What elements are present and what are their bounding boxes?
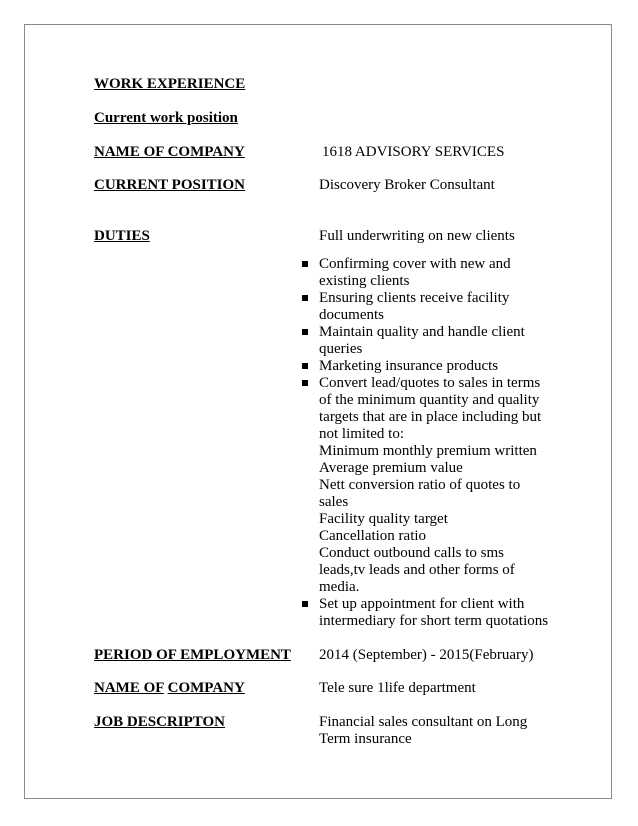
previous-company-label bbox=[94, 680, 245, 697]
job-description-label: JOB DESCRIPTON bbox=[94, 714, 226, 730]
duty-item bbox=[300, 290, 560, 324]
job-description-line2: Term insurance bbox=[319, 731, 412, 747]
duty-text: Marketing insurance products bbox=[319, 358, 499, 374]
bullet-square-icon bbox=[302, 363, 308, 369]
bullet-square-icon bbox=[302, 601, 308, 607]
period-label: PERIOD OF EMPLOYMENT bbox=[94, 647, 291, 663]
duty-text: Maintain quality and handle client queries bbox=[319, 324, 525, 357]
period-value: 2014 (September) - 2015(February) bbox=[319, 647, 534, 663]
company-label: NAME OF COMPANY bbox=[94, 144, 245, 160]
duty-text: Convert lead/quotes to sales in terms of the minimum quantity and quality targets that are in place including but not limited to: Minimum monthly premium written Average premium value Nett conversion ratio of quotes to sales Facility quality target Cancellation ratio Conduct outbound calls to sms leads,tv leads and other forms of media. bbox=[319, 375, 542, 595]
position-value: Discovery Broker Consultant bbox=[319, 177, 495, 193]
previous-company-label-part2: COMPANY bbox=[167, 680, 245, 696]
bullet-square-icon bbox=[302, 380, 308, 386]
duty-item bbox=[300, 375, 560, 596]
duty-item bbox=[300, 596, 560, 630]
position-label: CURRENT POSITION bbox=[94, 177, 246, 193]
duty-text: Set up appointment for client with intermediary for short term quotations bbox=[319, 596, 549, 629]
duty-item bbox=[300, 358, 560, 375]
duties-label: DUTIES bbox=[94, 228, 150, 244]
bullet-square-icon bbox=[302, 261, 308, 267]
previous-company-label-part1: NAME OF bbox=[94, 680, 164, 696]
bullet-square-icon bbox=[302, 329, 308, 335]
duties-value: Full underwriting on new clients bbox=[319, 228, 515, 244]
subsection-title: Current work position bbox=[94, 110, 238, 126]
previous-company-value: Tele sure 1life department bbox=[319, 680, 476, 696]
duty-text: Ensuring clients receive facility documents bbox=[319, 290, 510, 323]
duties-bullet-list bbox=[300, 256, 560, 630]
duty-text: Confirming cover with new and existing clients bbox=[319, 256, 511, 289]
bullet-square-icon bbox=[302, 295, 308, 301]
duty-item bbox=[300, 324, 560, 358]
company-value: 1618 ADVISORY SERVICES bbox=[322, 144, 505, 160]
duty-item bbox=[300, 256, 560, 290]
job-description-line1: Financial sales consultant on Long bbox=[319, 714, 528, 730]
section-title: WORK EXPERIENCE bbox=[94, 76, 246, 92]
